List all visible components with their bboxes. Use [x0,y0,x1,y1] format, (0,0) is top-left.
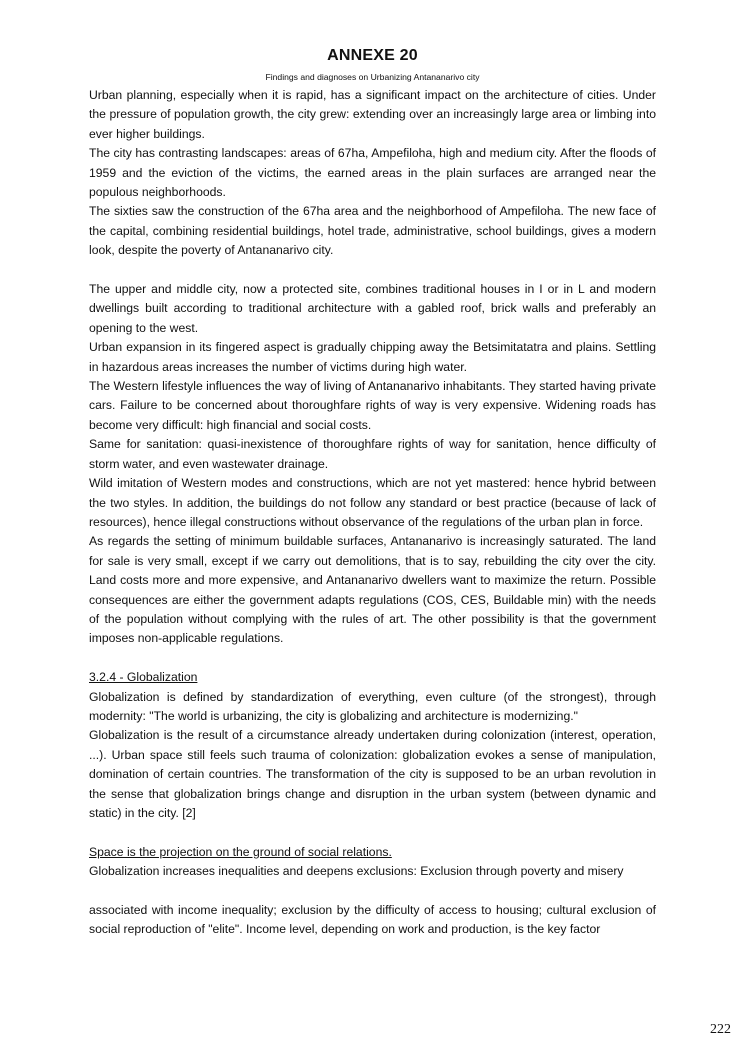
page-number: 222 [710,1022,731,1037]
paragraph: Same for sanitation: quasi-inexistence of thoroughfare rights of way for sanitation, hence difficulty of storm water, and even wastewater drainage. [89,437,656,471]
paragraph: Urban planning, especially when it is rapid, has a significant impact on the architecture of cities. Under the pressure of population growth, the city grew: extending over an increasingly large area or limbing into ever higher buildings. [89,88,656,141]
sub-heading: Space is the projection on the ground of social relations. [89,844,392,859]
document-body [89,86,656,940]
paragraph-spacer [89,823,656,842]
paragraph-spacer [89,261,656,280]
section-heading: 3.2.4 - Globalization [89,670,198,685]
paragraph: Urban expansion in its fingered aspect is gradually chipping away the Betsimitatatra and plains. Settling in hazardous areas increases the number of victims during high water. [89,340,656,374]
paragraph: Globalization is the result of a circumstance already undertaken during colonization (interest, operation, ...). Urban space still feels such trauma of colonization: globalization evokes a sense of manipulation, domination of certain countries. The transformation of the city is supposed to be an urban revolution in the sense that globalization brings change and disruption in the urban system (between dynamic and static) in the city. [2] [89,728,656,820]
paragraph: The Western lifestyle influences the way of living of Antananarivo inhabitants. They started having private cars. Failure to be concerned about thoroughfare rights of way is very expensive. Widening roads has become very difficult: high financial and social costs. [89,379,656,432]
paragraph: As regards the setting of minimum buildable surfaces, Antananarivo is increasingly saturated. The land for sale is very small, except if we carry out demolitions, that is to say, rebuilding the city over the city. Land costs more and more expensive, and Antananarivo dwellers want to maximize the return. Possible consequences are either the government adapts regulations (COS, CES, Buildable min) with the needs of the population without complying with the rules of art. The other possibility is that the government imposes non-applicable regulations. [89,534,656,646]
paragraph: Globalization increases inequalities and deepens exclusions: Exclusion through poverty and misery [89,864,624,879]
paragraph-spacer [89,882,656,901]
paragraph: Wild imitation of Western modes and constructions, which are not yet mastered: hence hybrid between the two styles. In addition, the buildings do not follow any standard or best practice (because of lack of resources), hence illegal constructions without observance of the regulations of the urban plan in force. [89,476,656,529]
paragraph: The city has contrasting landscapes: areas of 67ha, Ampefiloha, high and medium city. After the floods of 1959 and the eviction of the victims, the earned areas in the plain surfaces are arranged near the populous neighborhoods. [89,146,656,200]
paragraph: The upper and middle city, now a protected site, combines traditional houses in I or in L and modern dwellings built according to traditional architecture with a gabled roof, brick walls and preferably an opening to the west. [89,282,656,335]
paragraph: Globalization is defined by standardization of everything, even culture (of the strongest), through modernity: "The world is urbanizing, the city is globalizing and architecture is modernizing." [89,689,656,723]
paragraph: associated with income inequality; exclusion by the difficulty of access to housing; cultural exclusion of social reproduction of "elite". Income level, depending on work and production, is the key factor [89,903,656,937]
paragraph-spacer [89,649,656,668]
annex-title: ANNEXE 20 [327,47,418,64]
annex-subtitle: Findings and diagnoses on Urbanizing Antananarivo city [265,72,480,82]
paragraph: The sixties saw the construction of the 67ha area and the neighborhood of Ampefiloha. The new face of the capital, combining residential buildings, hotel trade, administrative, school buildings, gives a modern look, despite the poverty of Antananarivo city. [89,204,656,258]
